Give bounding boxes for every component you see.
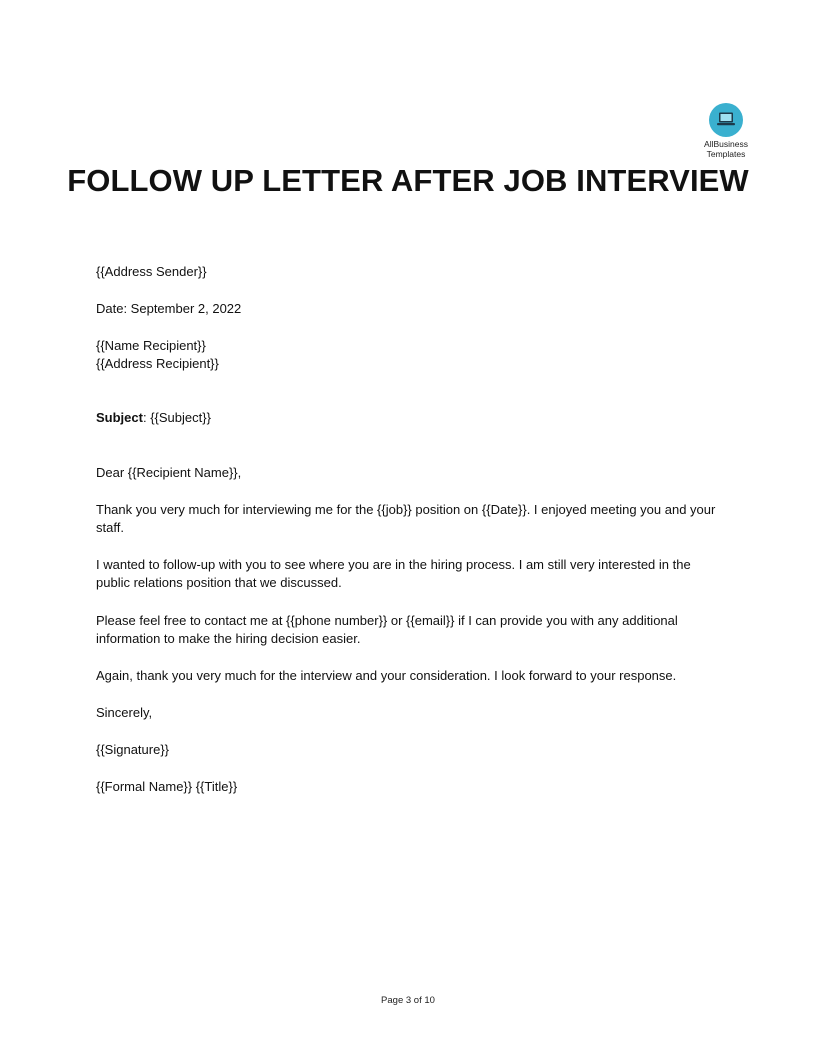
recipient-block [96, 337, 726, 373]
letter-date: Date: September 2, 2022 [96, 301, 242, 316]
document-title: FOLLOW UP LETTER AFTER JOB INTERVIEW [67, 163, 749, 198]
laptop-icon [709, 103, 743, 137]
logo-text [696, 139, 756, 159]
allbusiness-logo [696, 103, 756, 159]
signature: {{Signature}} [96, 742, 170, 757]
recipient-name: {{Name Recipient}} [96, 338, 206, 353]
address-sender: {{Address Sender}} [96, 264, 207, 279]
logo-line-2: Templates [706, 149, 746, 159]
recipient-address: {{Address Recipient}} [96, 356, 219, 371]
subject-line [96, 409, 726, 427]
formal-name: {{Formal Name}} {{Title}} [96, 779, 238, 794]
subject-label: Subject [96, 410, 143, 425]
paragraph-3: Please feel free to contact me at {{phone number}} or {{email}} if I can provide you with any additional information to make the hiring decision easier. [96, 613, 678, 646]
closing: Sincerely, [96, 705, 153, 720]
salutation: Dear {{Recipient Name}}, [96, 465, 242, 480]
paragraph-1: Thank you very much for interviewing me for the {{job}} position on {{Date}}. I enjoyed meeting you and your staff. [96, 502, 716, 535]
page-number: Page 3 of 10 [381, 995, 435, 1006]
subject-value: : {{Subject}} [142, 410, 211, 425]
paragraph-4: Again, thank you very much for the interview and your consideration. I look forward to your response. [96, 668, 677, 683]
logo-line-1: AllBusiness [704, 139, 748, 149]
paragraph-2: I wanted to follow-up with you to see where you are in the hiring process. I am still very interested in the public relations position that we discussed. [96, 557, 691, 590]
